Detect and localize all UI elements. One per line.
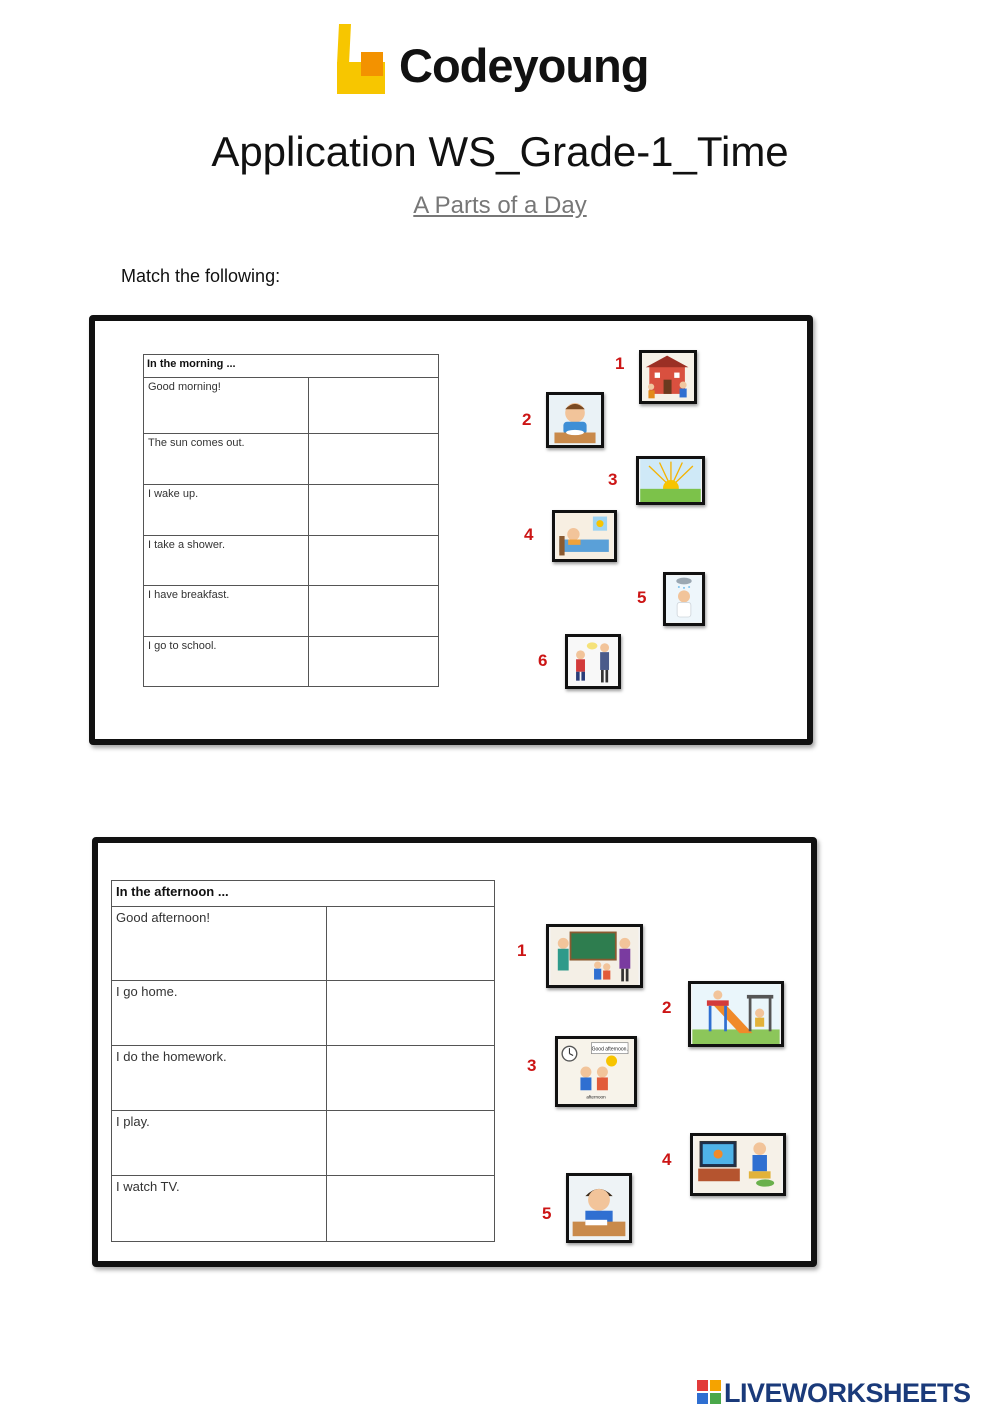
morning-row-label: I wake up. — [144, 485, 309, 536]
page-subtitle: A Parts of a Day — [413, 192, 587, 219]
morning-answer-cell[interactable] — [309, 536, 439, 586]
picture-wake-up[interactable] — [552, 510, 617, 562]
picture-number: 6 — [538, 651, 548, 670]
brand-name: Codeyoung — [399, 39, 649, 92]
classroom-icon — [549, 927, 640, 985]
morning-answer-cell[interactable] — [309, 637, 439, 687]
afternoon-row-label: I play. — [112, 1111, 327, 1176]
afternoon-answer-cell[interactable] — [327, 1046, 495, 1111]
logo-mark-icon — [333, 24, 389, 96]
picture-number: 4 — [662, 1150, 672, 1169]
picture-number: 4 — [524, 525, 534, 544]
picture-number: 1 — [517, 941, 527, 960]
afternoon-answer-cell[interactable] — [327, 907, 495, 981]
footer-brand-text: LIVEWORKSHEETS — [724, 1378, 971, 1408]
afternoon-table — [111, 880, 495, 1242]
morning-row-label: I take a shower. — [144, 536, 309, 586]
boy-homework-icon — [569, 1176, 629, 1240]
liveworksheets-logo-icon — [697, 1380, 721, 1404]
school-building-icon — [642, 353, 694, 401]
morning-panel — [89, 315, 813, 745]
kid-teacher-icon — [568, 637, 618, 686]
boy-waking-icon — [555, 513, 614, 559]
afternoon-row-label: I go home. — [112, 981, 327, 1046]
morning-answer-cell[interactable] — [309, 586, 439, 637]
morning-answer-cell[interactable] — [309, 378, 439, 434]
picture-go-to-school[interactable] — [565, 634, 621, 689]
picture-number: 1 — [615, 354, 625, 373]
morning-table-header: In the morning ... — [144, 355, 439, 378]
sunrise-icon — [639, 459, 702, 502]
picture3-caption-top: Good afternoon. — [591, 1046, 628, 1053]
picture-shower[interactable] — [663, 572, 705, 626]
afternoon-row-label: I do the homework. — [112, 1046, 327, 1111]
page-title: Application WS_Grade-1_Time — [211, 128, 789, 175]
watching-tv-icon — [693, 1136, 783, 1193]
afternoon-answer-cell[interactable] — [327, 1111, 495, 1176]
picture-school-building[interactable] — [639, 350, 697, 404]
picture-homework[interactable] — [566, 1173, 632, 1243]
picture-watch-tv[interactable] — [690, 1133, 786, 1196]
morning-row-label: The sun comes out. — [144, 434, 309, 485]
footer-brand — [697, 1378, 997, 1408]
brand-logo — [333, 24, 673, 104]
morning-answer-cell[interactable] — [309, 434, 439, 485]
shower-icon — [666, 575, 702, 623]
instruction-text: Match the following: — [121, 266, 281, 286]
morning-row-label: I go to school. — [144, 637, 309, 687]
picture-number: 2 — [522, 410, 532, 429]
morning-table — [143, 354, 439, 687]
picture-classroom[interactable] — [546, 924, 643, 988]
picture3-caption-bottom: afternoon — [586, 1094, 606, 1100]
afternoon-answer-cell[interactable] — [327, 1176, 495, 1242]
afternoon-panel — [92, 837, 817, 1267]
morning-row-label: I have breakfast. — [144, 586, 309, 637]
afternoon-row-label: Good afternoon! — [112, 907, 327, 981]
afternoon-row-label: I watch TV. — [112, 1176, 327, 1242]
picture-boy-breakfast[interactable] — [546, 392, 604, 448]
picture-number: 5 — [637, 588, 647, 607]
picture-number: 5 — [542, 1204, 552, 1223]
morning-answer-cell[interactable] — [309, 485, 439, 536]
afternoon-table-header: In the afternoon ... — [112, 881, 495, 907]
picture-number: 3 — [608, 470, 618, 489]
playground-slide-icon — [691, 984, 781, 1044]
morning-row-label: Good morning! — [144, 378, 309, 434]
picture-sunrise[interactable] — [636, 456, 705, 505]
good-afternoon-icon — [558, 1039, 634, 1104]
picture-number: 3 — [527, 1056, 537, 1075]
boy-eating-icon — [549, 395, 601, 445]
picture-number: 2 — [662, 998, 672, 1017]
picture-playground[interactable] — [688, 981, 784, 1047]
afternoon-answer-cell[interactable] — [327, 981, 495, 1046]
picture-good-afternoon[interactable] — [555, 1036, 637, 1107]
